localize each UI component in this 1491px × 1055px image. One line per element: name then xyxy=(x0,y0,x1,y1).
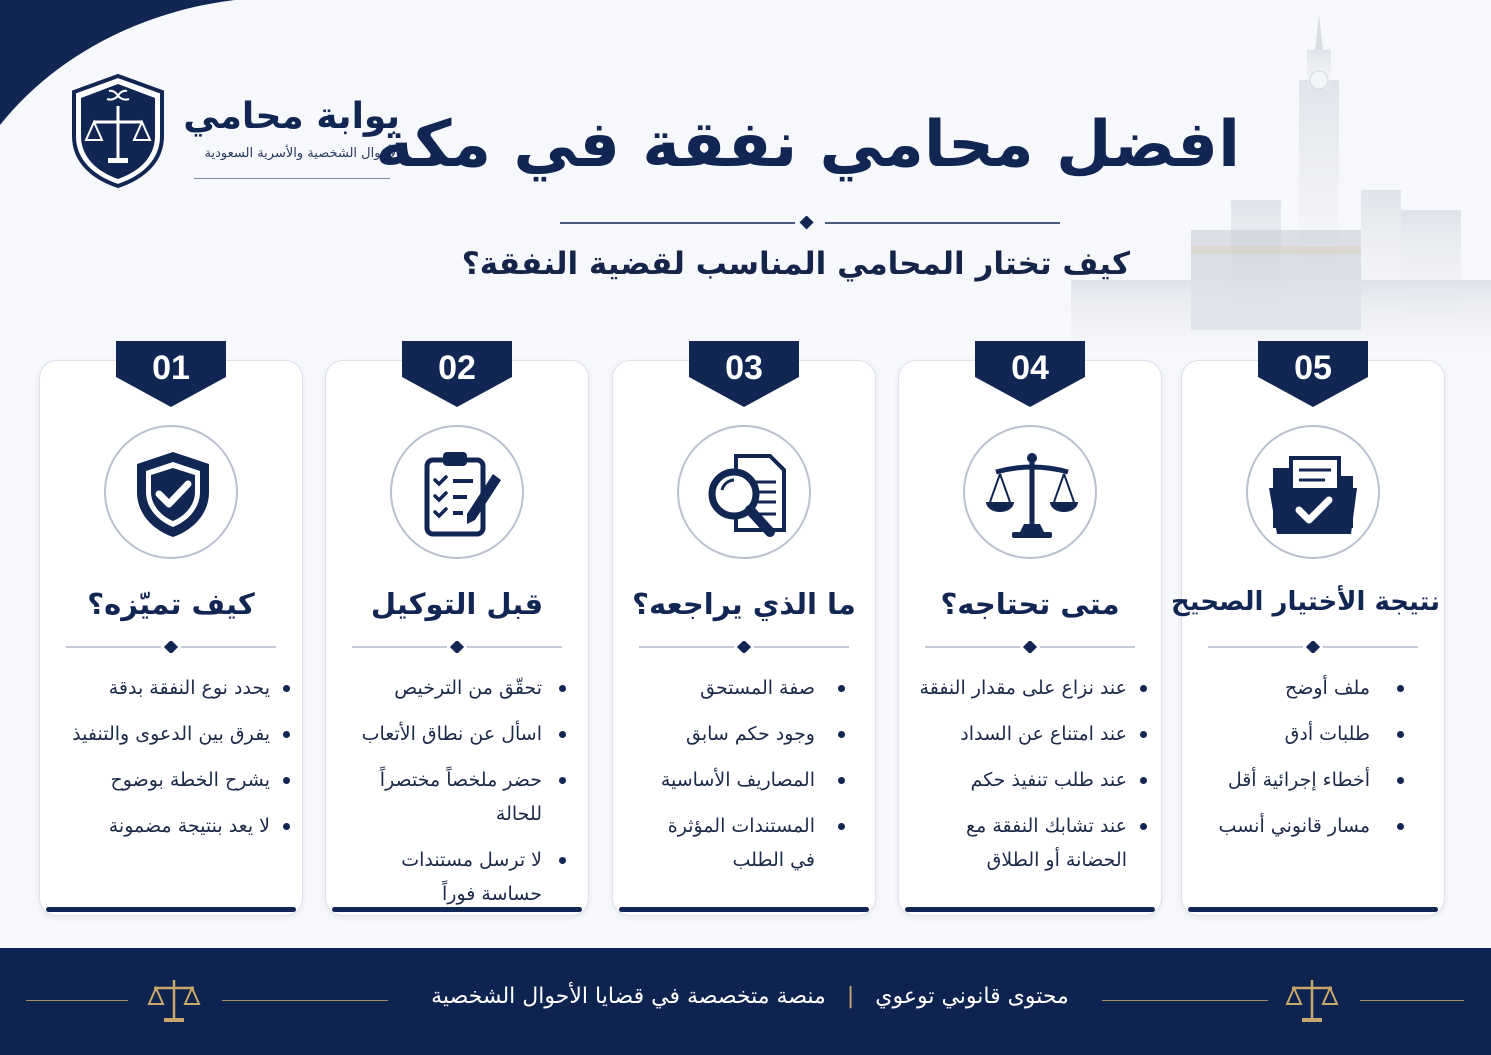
list-item: صفة المستحق xyxy=(623,671,847,705)
list-item: يفرق بين الدعوى والتنفيذ xyxy=(50,717,292,751)
shield-scales-icon xyxy=(70,74,166,188)
card-01 xyxy=(39,349,303,916)
footer-separator: | xyxy=(846,984,855,1009)
card-02 xyxy=(325,349,589,916)
card-bullet-list xyxy=(50,671,292,855)
list-item: المصاريف الأساسية xyxy=(623,763,847,797)
folder-check-icon xyxy=(1265,444,1365,544)
card-icon-circle xyxy=(963,425,1097,559)
card-bullet-list xyxy=(330,671,568,923)
list-item: تحقّق من الترخيص xyxy=(330,671,568,705)
list-item: عند طلب تنفيذ حكم xyxy=(905,763,1149,797)
card-bottom-bar xyxy=(332,907,582,912)
list-item: مسار قانوني أنسب xyxy=(1192,809,1406,843)
card-title: كيف تميّزه؟ xyxy=(87,587,255,621)
list-item: وجود حكم سابق xyxy=(623,717,847,751)
list-item: ملف أوضح xyxy=(1192,671,1406,705)
card-number: 02 xyxy=(438,349,476,387)
list-item: يشرح الخطة بوضوح xyxy=(50,763,292,797)
list-item: عند نزاع على مقدار النفقة xyxy=(905,671,1149,705)
footer-tagline-left: منصة متخصصة في قضايا الأحوال الشخصية xyxy=(431,984,826,1009)
card-bottom-bar xyxy=(1188,907,1438,912)
list-item: اسأل عن نطاق الأتعاب xyxy=(330,717,568,751)
brand-underline xyxy=(194,178,390,179)
footer-text xyxy=(400,984,1100,1009)
list-item: يحدد نوع النفقة بدقة xyxy=(50,671,292,705)
clipboard-checklist-icon xyxy=(409,444,509,544)
title-divider xyxy=(560,216,1060,230)
card-number-badge xyxy=(1258,341,1368,409)
card-bullet-list xyxy=(905,671,1149,889)
card-bottom-bar xyxy=(46,907,296,912)
card-bottom-bar xyxy=(619,907,869,912)
brand-logo xyxy=(70,74,410,194)
card-divider xyxy=(925,641,1135,653)
list-item: لا ترسل مستندات حساسة فوراً xyxy=(330,843,568,911)
card-icon-circle xyxy=(1246,425,1380,559)
list-item: المستندات المؤثرة في الطلب xyxy=(623,809,847,877)
card-bullet-list xyxy=(623,671,847,889)
card-divider xyxy=(1208,641,1418,653)
card-number-badge xyxy=(402,341,512,409)
list-item: أخطاء إجرائية أقل xyxy=(1192,763,1406,797)
card-title: متى تحتاجه؟ xyxy=(940,587,1120,621)
card-number: 04 xyxy=(1011,349,1049,387)
list-item: حضر ملخصاً مختصراً للحالة xyxy=(330,763,568,831)
list-item: طلبات أدق xyxy=(1192,717,1406,751)
footer-bar xyxy=(0,948,1491,1055)
card-number: 01 xyxy=(152,349,190,387)
brand-name: بوابة محامي xyxy=(183,96,400,137)
list-item: لا يعد بنتيجة مضمونة xyxy=(50,809,292,843)
card-05 xyxy=(1171,349,1445,916)
card-03 xyxy=(612,349,876,916)
card-icon-circle xyxy=(677,425,811,559)
card-title: نتيجة الأختيار الصحيح xyxy=(1171,587,1440,617)
footer-divider-line xyxy=(1102,1000,1268,1001)
scales-icon xyxy=(146,976,202,1026)
list-item: عند امتناع عن السداد xyxy=(905,717,1149,751)
footer-divider-line xyxy=(1360,1000,1464,1001)
card-number-badge xyxy=(116,341,226,409)
card-bullet-list xyxy=(1192,671,1406,855)
card-number: 05 xyxy=(1294,349,1332,387)
footer-divider-line xyxy=(26,1000,128,1001)
brand-tagline: الأحوال الشخصية والأسرية السعودية xyxy=(204,146,400,161)
card-icon-circle xyxy=(104,425,238,559)
list-item: عند تشابك النفقة مع الحضانة أو الطلاق xyxy=(905,809,1149,877)
page-subtitle: كيف تختار المحامي المناسب لقضية النفقة؟ xyxy=(461,246,1130,282)
card-divider xyxy=(66,641,276,653)
card-number-badge xyxy=(689,341,799,409)
card-icon-circle xyxy=(390,425,524,559)
card-title: ما الذي يراجعه؟ xyxy=(632,587,856,621)
scales-icon xyxy=(982,444,1082,544)
card-04 xyxy=(898,349,1162,916)
page-title: افضل محامي نفقة في مكة xyxy=(375,108,1240,182)
card-bottom-bar xyxy=(905,907,1155,912)
document-search-icon xyxy=(696,444,796,544)
footer-divider-line xyxy=(222,1000,388,1001)
card-divider xyxy=(352,641,562,653)
scales-icon xyxy=(1284,976,1340,1026)
footer-tagline-right: محتوى قانوني توعوي xyxy=(875,984,1069,1009)
shield-check-icon xyxy=(123,444,223,544)
card-divider xyxy=(639,641,849,653)
card-number: 03 xyxy=(725,349,763,387)
card-title: قبل التوكيل xyxy=(370,587,544,621)
card-number-badge xyxy=(975,341,1085,409)
